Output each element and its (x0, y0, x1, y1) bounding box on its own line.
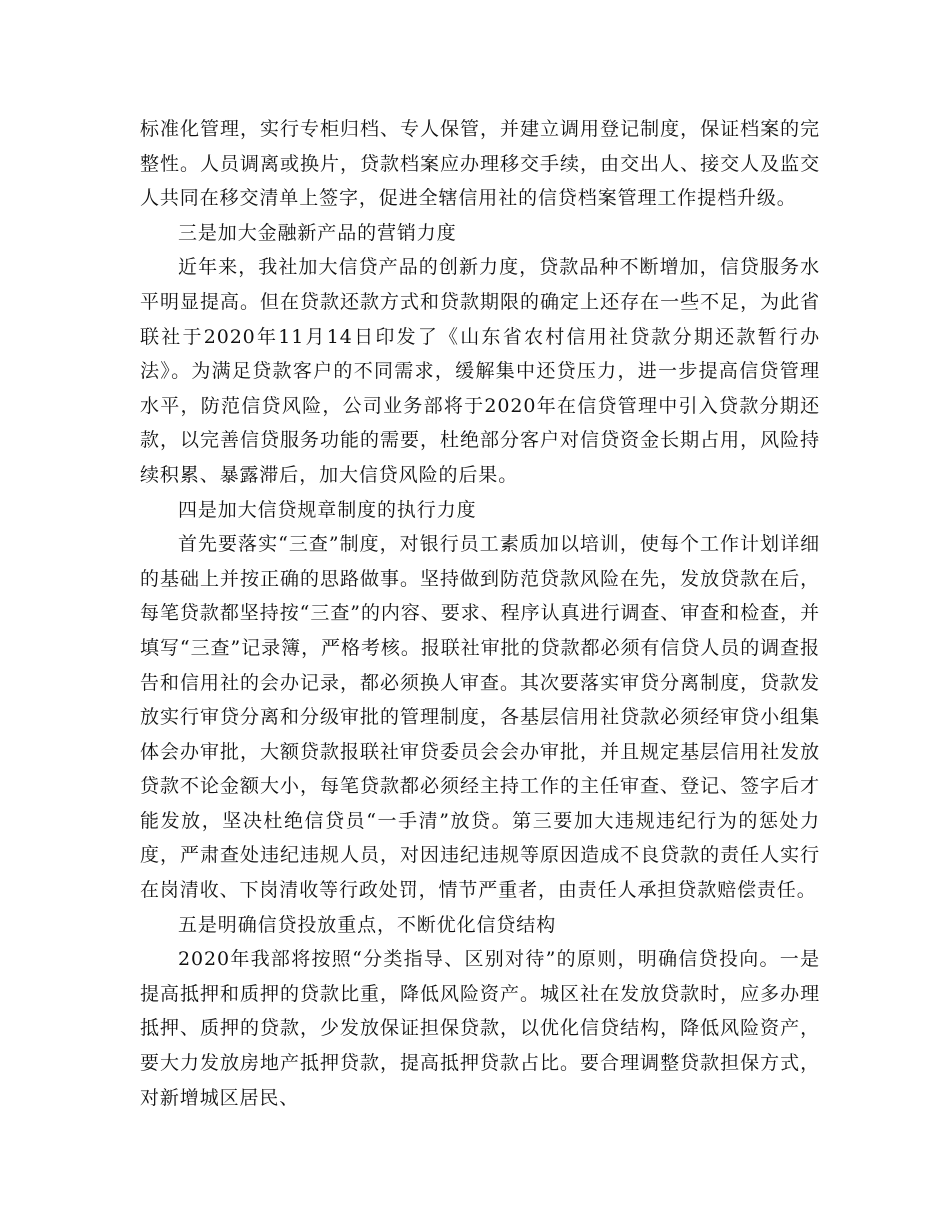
paragraph-credit-rules: 首先要落实“三查”制度，对银行员工素质加以培训，使每个工作计划详细的基础上并按正确的思路做事。坚持做到防范贷款风险在先，发放贷款在后，每笔贷款都坚持按“三查”的内容、要求、程序认真进行调查、审查和检查，并填写“三查”记录簿，严格考核。报联社审批的贷款都必须有信贷人员的调查报告和信用社的会办记录，都必须换人审查。其次要落实审贷分离制度，贷款发放实行审贷分离和分级审批的管理制度，各基层信用社贷款必须经审贷小组集体会办审批，大额贷款报联社审贷委员会会办审批，并且规定基层信用社发放贷款不论金额大小，每笔贷款都必须经主持工作的主任审查、登记、签字后才能发放，坚决杜绝信贷员“一手清”放贷。第三要加大违规违纪行为的惩处力度，严肃查处违纪违规人员，对因违纪违规等原因造成不良贷款的责任人实行在岗清收、下岗清收等行政处罚，情节严重者，由责任人承担贷款赔偿责任。 (140, 533, 820, 902)
heading-credit-rules: 四是加大信贷规章制度的执行力度 (178, 498, 477, 521)
document-body (140, 112, 820, 1115)
heading-financial-products: 三是加大金融新产品的营销力度 (178, 221, 457, 244)
heading-credit-structure: 五是明确信贷投放重点，不断优化信贷结构 (178, 913, 557, 936)
paragraph-credit-structure: 2020年我部将按照“分类指导、区别对待”的原则，明确信贷投向。一是提高抵押和质押的贷款比重，降低风险资产。城区社在发放贷款时，应多办理抵押、质押的贷款，少发放保证担保贷款，以优化信贷结构，降低风险资产，要大力发放房地产抵押贷款，提高抵押贷款占比。要合理调整贷款担保方式，对新增城区居民、 (140, 948, 820, 1109)
paragraph-archive-management: 标准化管理，实行专柜归档、专人保管，并建立调用登记制度，保证档案的完整性。人员调离或换片，贷款档案应办理移交手续，由交出人、接交人及监交人共同在移交清单上签字，促进全辖信用社的信贷档案管理工作提档升级。 (140, 118, 820, 210)
paragraph-financial-products: 近年来，我社加大信贷产品的创新力度，贷款品种不断增加，信贷服务水平明显提高。但在贷款还款方式和贷款期限的确定上还存在一些不足，为此省联社于2020年11月14日印发了《山东省农村信用社贷款分期还款暂行办法》。为满足贷款客户的不同需求，缓解集中还贷压力，进一步提高信贷管理水平，防范信贷风险，公司业务部将于2020年在信贷管理中引入贷款分期还款，以完善信贷服务功能的需要，杜绝部分客户对信贷资金长期占用，风险持续积累、暴露滞后，加大信贷风险的后果。 (140, 256, 820, 486)
